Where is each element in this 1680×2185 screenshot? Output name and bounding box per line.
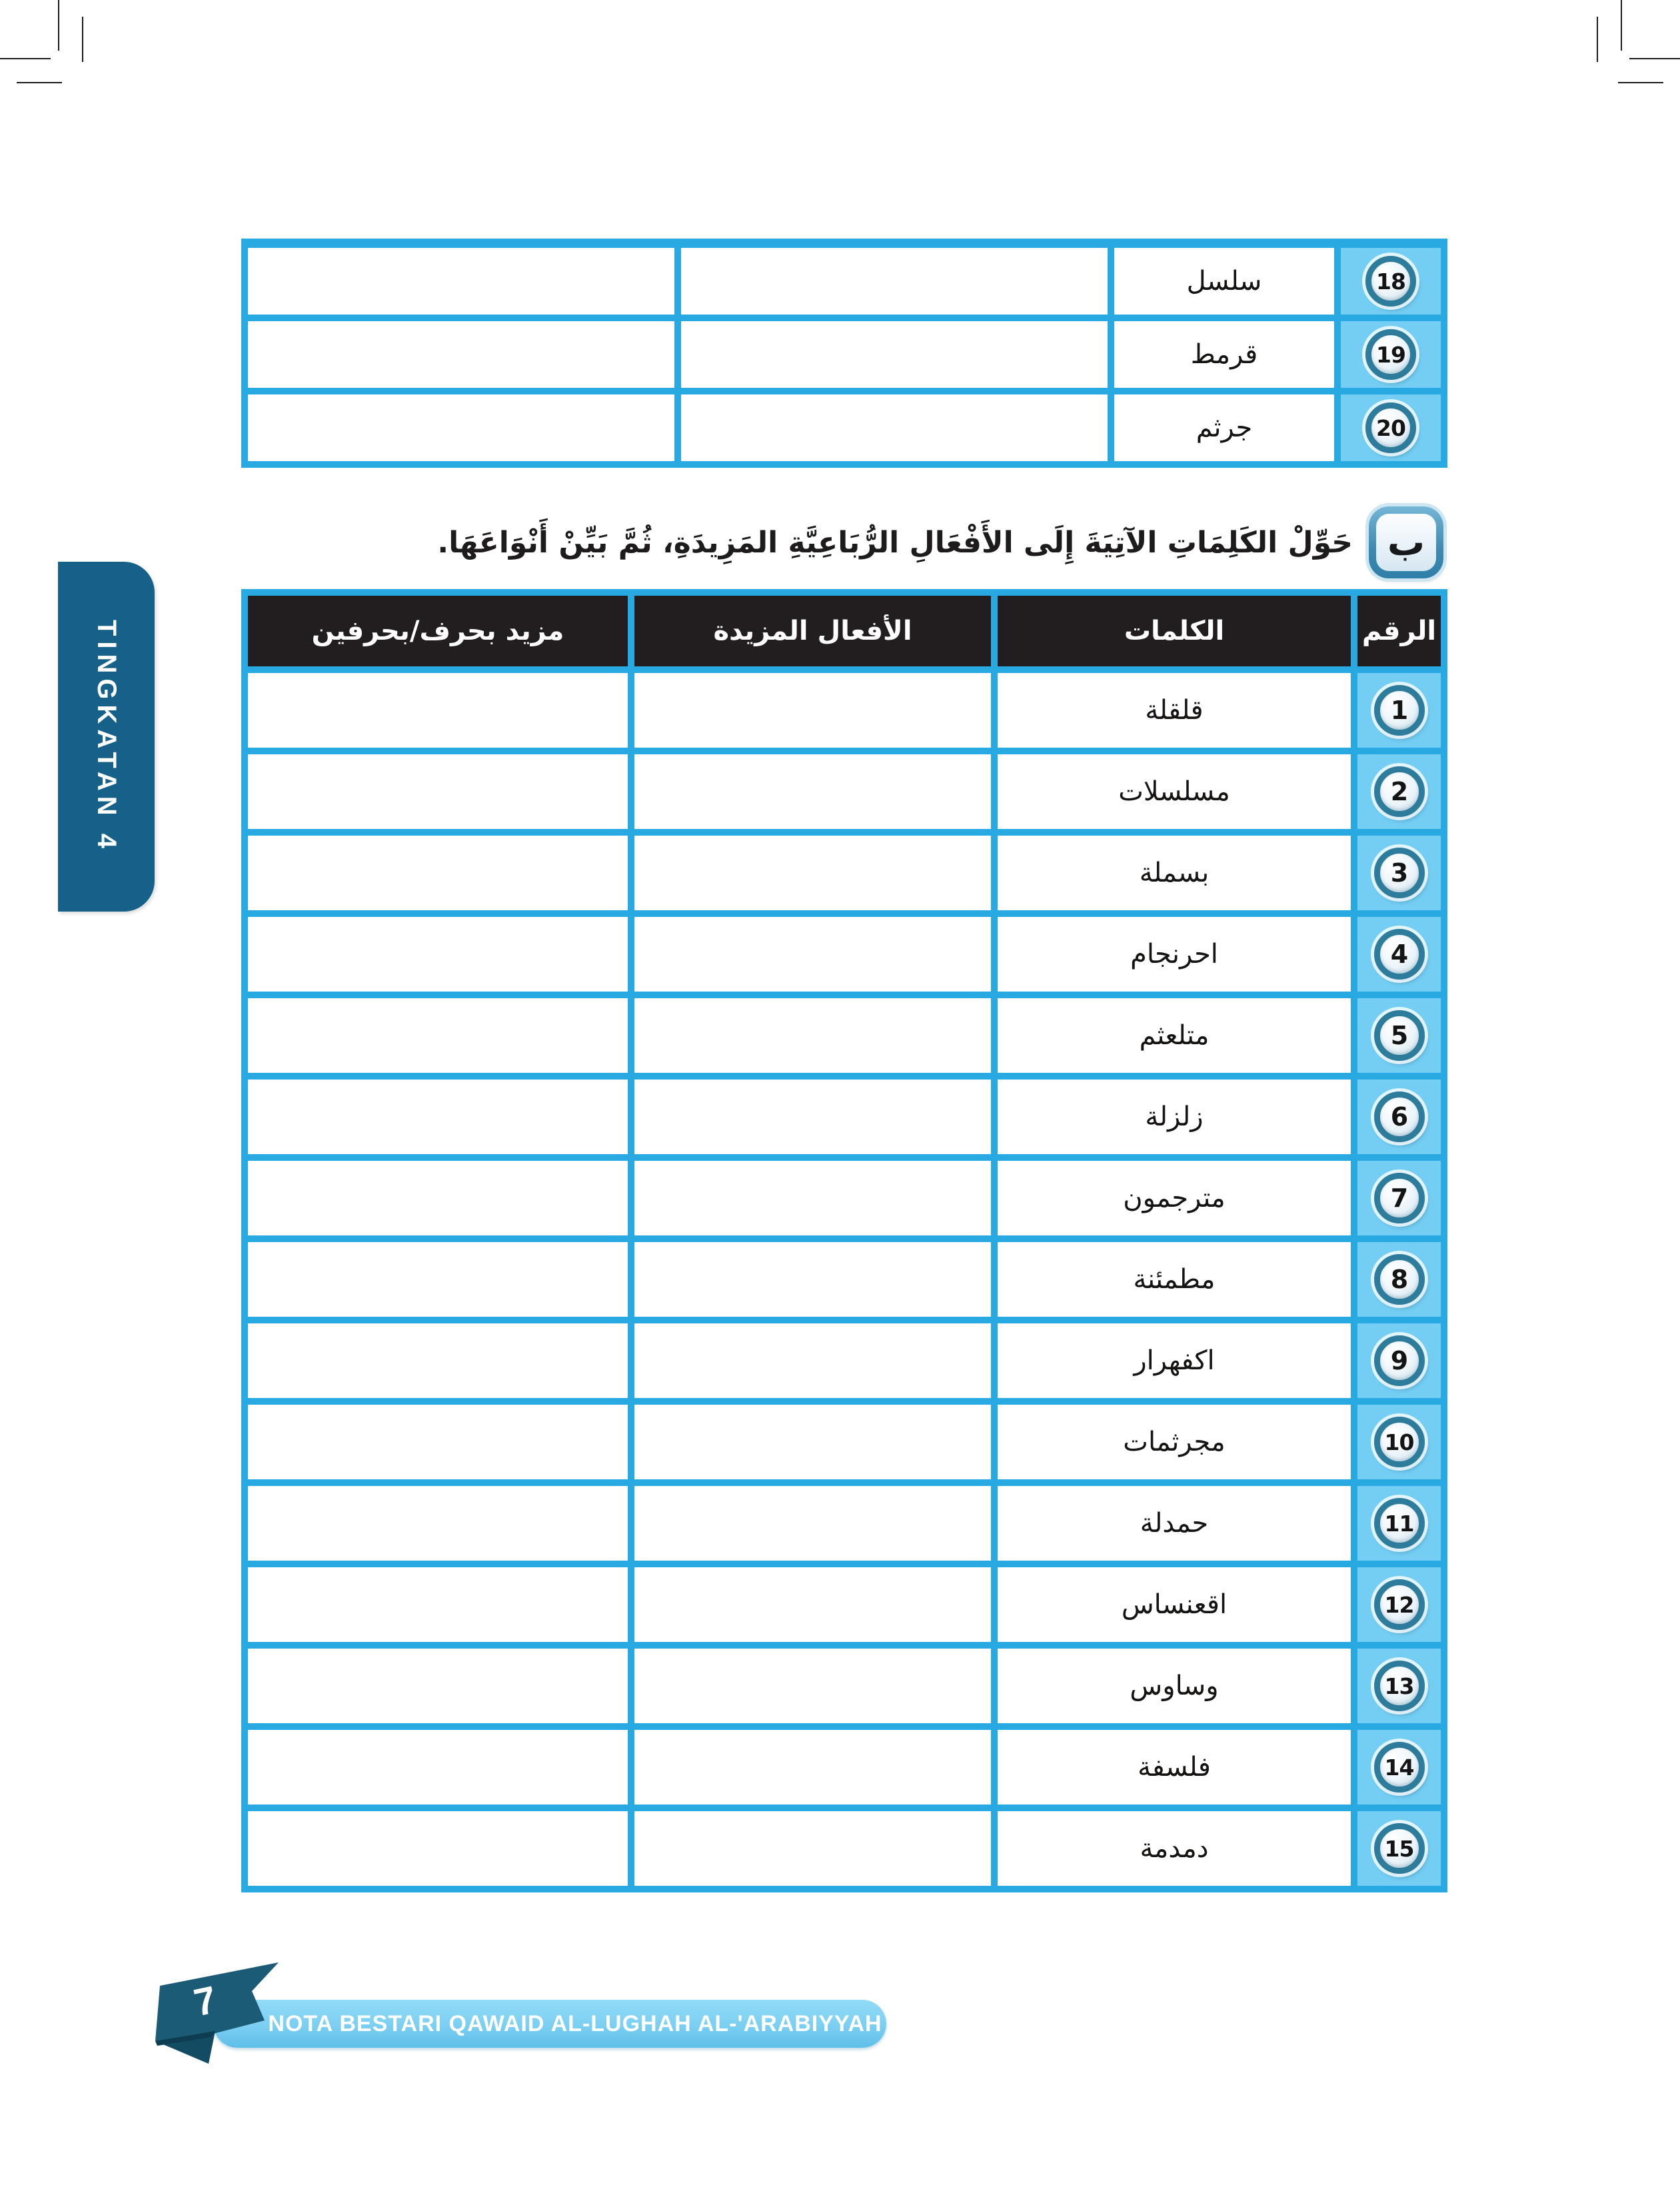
- cell-answer-verb: [634, 1730, 991, 1805]
- cell-answer-type: [248, 998, 628, 1073]
- cell-answer-verb: [681, 321, 1108, 388]
- section-b-header: [437, 503, 1443, 582]
- cell-word: جرثم: [1114, 394, 1334, 461]
- cell-answer-type: [248, 1242, 628, 1317]
- cell-number: [1357, 1567, 1441, 1642]
- cell-word: دمدمة: [998, 1811, 1351, 1886]
- number-badge: 18: [1365, 256, 1416, 307]
- cell-number: [1357, 998, 1441, 1073]
- cell-number: [1357, 1323, 1441, 1398]
- sidebar-tab-label: TINGKATAN 4: [92, 620, 121, 854]
- number-badge: 11: [1374, 1498, 1425, 1549]
- cell-answer-type: [248, 673, 628, 748]
- cell-answer-type: [248, 1080, 628, 1154]
- cell-answer-type: [248, 754, 628, 829]
- cell-answer-verb: [634, 1486, 991, 1561]
- cell-word: متلعثم: [998, 998, 1351, 1073]
- number-badge: 3: [1374, 848, 1425, 898]
- number-badge: 19: [1365, 329, 1416, 380]
- cell-number: [1357, 1486, 1441, 1561]
- number-badge: 10: [1374, 1417, 1425, 1467]
- cell-answer-type: [248, 1730, 628, 1805]
- column-header-verbs: الأفعال المزيدة: [634, 596, 991, 666]
- cell-word: اقعنساس: [998, 1567, 1351, 1642]
- cell-answer-verb: [634, 754, 991, 829]
- cell-answer-verb: [681, 394, 1108, 461]
- sidebar-tab-tingkatan: [58, 562, 155, 912]
- cell-answer-type: [248, 836, 628, 910]
- cell-answer-type: [248, 1323, 628, 1398]
- cell-answer-verb: [681, 248, 1108, 315]
- cell-word: فلسفة: [998, 1730, 1351, 1805]
- cell-answer-type: [248, 1405, 628, 1479]
- cell-word: مسلسلات: [998, 754, 1351, 829]
- column-header-type: مزيد بحرف/بحرفين: [248, 596, 628, 666]
- section-b-badge-letter: ب: [1376, 514, 1436, 571]
- cell-answer-type: [248, 1649, 628, 1723]
- section-b-badge: [1369, 506, 1443, 578]
- cell-word: اكفهرار: [998, 1323, 1351, 1398]
- footer-title-bar: [213, 2000, 886, 2048]
- cell-answer-type: [248, 321, 674, 388]
- cell-answer-type: [248, 1811, 628, 1886]
- cell-word: مجرثمات: [998, 1405, 1351, 1479]
- cell-number: [1357, 673, 1441, 748]
- cell-answer-type: [248, 1161, 628, 1235]
- cell-answer-verb: [634, 673, 991, 748]
- crop-mark: [1629, 58, 1680, 59]
- number-badge: 6: [1374, 1092, 1425, 1142]
- crop-mark: [1618, 82, 1663, 83]
- cell-answer-type: [248, 1567, 628, 1642]
- cell-answer-verb: [634, 836, 991, 910]
- cell-answer-type: [248, 917, 628, 992]
- cell-word: سلسل: [1114, 248, 1334, 315]
- number-badge: 20: [1365, 402, 1416, 453]
- cell-number: [1357, 836, 1441, 910]
- number-badge: 7: [1374, 1173, 1425, 1223]
- cell-answer-verb: [634, 1080, 991, 1154]
- cell-answer-type: [248, 248, 674, 315]
- number-badge: 5: [1374, 1010, 1425, 1061]
- cell-number: [1357, 1649, 1441, 1723]
- crop-mark: [17, 82, 62, 83]
- number-badge: 1: [1374, 685, 1425, 736]
- cell-answer-verb: [634, 1811, 991, 1886]
- number-badge: 9: [1374, 1335, 1425, 1386]
- cell-word: احرنجام: [998, 917, 1351, 992]
- column-header-number: الرقم: [1357, 596, 1441, 666]
- cell-number: [1341, 394, 1441, 461]
- cell-number: [1357, 1730, 1441, 1805]
- cell-answer-verb: [634, 1161, 991, 1235]
- footer-title: NOTA BESTARI QAWAID AL-LUGHAH AL-'ARABIYYAH: [268, 2010, 882, 2036]
- continued-table: [241, 239, 1447, 468]
- number-badge: 2: [1374, 766, 1425, 817]
- cell-word: مطمئنة: [998, 1242, 1351, 1317]
- section-b-instruction: حَوِّلْ الكَلِمَاتِ الآتِيَةَ إِلَى الأَفْعَالِ الرُّبَاعِيَّةِ المَزِيدَةِ، ثُمَّ بَيِّنْ أَنْوَاعَهَا.: [437, 525, 1353, 560]
- number-badge: 15: [1374, 1823, 1425, 1874]
- cell-answer-verb: [634, 1405, 991, 1479]
- cell-word: بسملة: [998, 836, 1351, 910]
- exercise-table: [241, 589, 1447, 1892]
- crop-mark: [58, 0, 59, 51]
- cell-word: قلقلة: [998, 673, 1351, 748]
- number-badge: 4: [1374, 929, 1425, 980]
- cell-number: [1357, 1405, 1441, 1479]
- cell-number: [1341, 248, 1441, 315]
- cell-answer-type: [248, 1486, 628, 1561]
- crop-mark: [82, 17, 83, 62]
- cell-answer-verb: [634, 1323, 991, 1398]
- cell-answer-type: [248, 394, 674, 461]
- cell-answer-verb: [634, 1649, 991, 1723]
- cell-number: [1357, 917, 1441, 992]
- cell-answer-verb: [634, 917, 991, 992]
- column-header-words: الكلمات: [998, 596, 1351, 666]
- cell-answer-verb: [634, 998, 991, 1073]
- cell-answer-verb: [634, 1567, 991, 1642]
- crop-mark: [1621, 0, 1622, 51]
- cell-number: [1357, 1161, 1441, 1235]
- crop-mark: [1597, 17, 1598, 62]
- cell-number: [1357, 1811, 1441, 1886]
- cell-word: زلزلة: [998, 1080, 1351, 1154]
- cell-word: حمدلة: [998, 1486, 1351, 1561]
- cell-number: [1341, 321, 1441, 388]
- number-badge: 12: [1374, 1579, 1425, 1630]
- cell-word: مترجمون: [998, 1161, 1351, 1235]
- page-number: 7: [190, 1978, 221, 2025]
- cell-word: قرمط: [1114, 321, 1334, 388]
- number-badge: 8: [1374, 1254, 1425, 1305]
- cell-number: [1357, 1080, 1441, 1154]
- number-badge: 13: [1374, 1661, 1425, 1711]
- number-badge: 14: [1374, 1742, 1425, 1793]
- cell-answer-verb: [634, 1242, 991, 1317]
- cell-number: [1357, 754, 1441, 829]
- cell-word: وساوس: [998, 1649, 1351, 1723]
- cell-number: [1357, 1242, 1441, 1317]
- crop-mark: [0, 58, 51, 59]
